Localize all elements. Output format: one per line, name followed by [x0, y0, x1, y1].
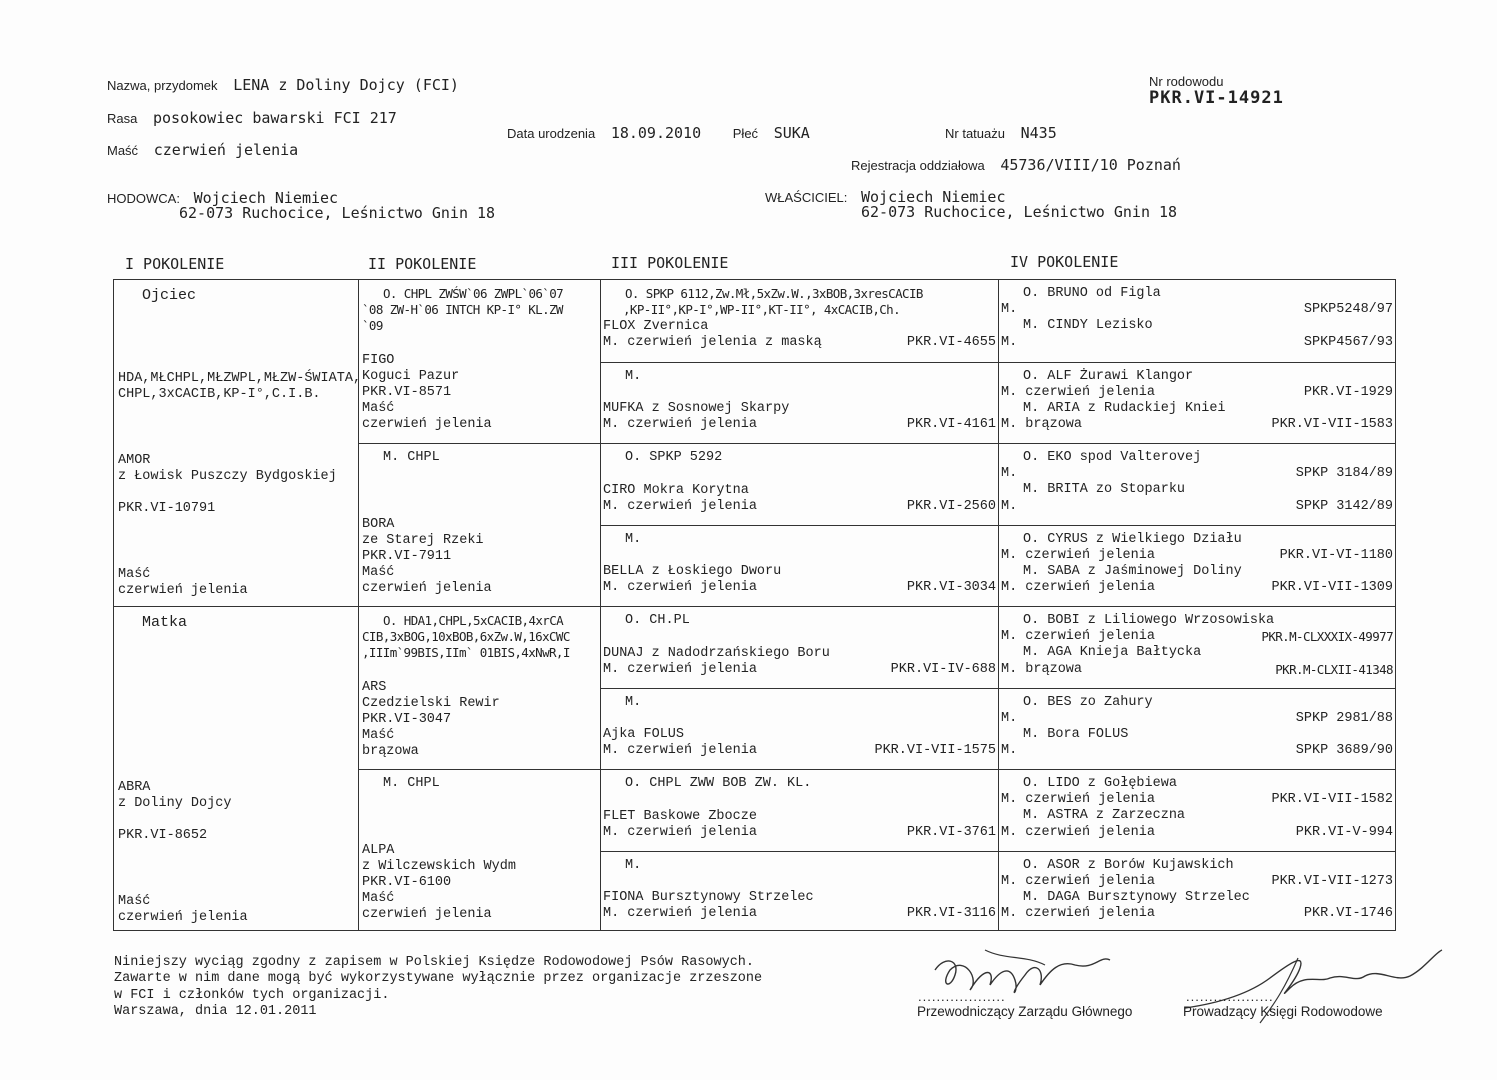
gen4-sire-registration: PKR.M-CLXXXIX-49977 [1261, 629, 1393, 644]
pedigree-table [113, 279, 1396, 931]
birth-label: Data urodzenia [507, 126, 596, 141]
gen3-titles-1: M. [625, 532, 642, 547]
gen3-registration: PKR.VI-3761 [906, 825, 996, 840]
generation-2-column [358, 280, 601, 930]
certification-line-1: Niniejszy wyciąg zgodny z zapisem w Polskiej Księdze Rodowodowej Psów Rasowych. [114, 955, 755, 970]
gen4-sire: O. EKO spod Valterovej [1023, 450, 1202, 465]
father-registration: PKR.VI-10791 [118, 501, 216, 516]
color-value: czerwień jelenia [153, 141, 299, 159]
registration-value: 45736/VIII/10 Poznań [1000, 156, 1181, 174]
generation-3-heading: III POKOLENIE [611, 254, 729, 272]
chairman-title: Przewodniczący Zarządu Głównego [917, 1004, 1133, 1019]
gen3-registration: PKR.VI-2560 [906, 499, 996, 514]
gen3-titles-1: O. CHPL ZWW BOB ZW. KL. [625, 776, 812, 791]
gen2-name: ARS [362, 680, 387, 695]
gen4-dam-registration: PKR.VI-V-994 [1295, 825, 1393, 840]
gen2-titles-1: M. CHPL [383, 776, 440, 791]
gen3-ancestor [601, 362, 999, 443]
gen4-sire: O. ASOR z Borów Kujawskich [1023, 858, 1234, 873]
gen4-sire-color: M. [1001, 711, 1018, 726]
gen3-ancestor [601, 769, 999, 851]
birth-row [507, 123, 810, 142]
gen3-registration: PKR.VI-4161 [906, 417, 996, 432]
issue-place-date: Warszawa, dnia 12.01.2011 [114, 1003, 317, 1019]
gen2-name: ALPA [362, 843, 395, 858]
gen3-color: M. czerwień jelenia [603, 499, 757, 514]
gen4-sire-color: M. czerwień jelenia [1001, 792, 1155, 807]
gen4-pair [999, 280, 1396, 362]
breed-value: posokowiec bawarski FCI 217 [153, 109, 397, 127]
gen4-sire-color: M. czerwień jelenia [1001, 874, 1155, 889]
generation-1-column [114, 280, 362, 930]
gen4-dam: M. CINDY Lezisko [1023, 318, 1153, 333]
tattoo-row [945, 123, 1057, 142]
gen2-titles-2: CIB,3xBOG,10xBOB,6xZw.W,16xCWC [362, 629, 570, 644]
tattoo-value: N435 [1020, 124, 1057, 142]
gen3-registration: PKR.VI-IV-688 [890, 662, 996, 677]
gen4-pair [999, 851, 1396, 932]
gen4-dam-color: M. brązowa [1001, 662, 1083, 677]
gen4-sire-registration: SPKP 2981/88 [1295, 711, 1393, 726]
name-row [107, 75, 459, 94]
gen2-color: czerwień jelenia [362, 907, 492, 922]
gen4-dam: M. ARIA z Rudackiej Kniei [1023, 401, 1226, 416]
mother-color-label: Maść [118, 894, 151, 909]
gen4-sire-color: M. [1001, 302, 1018, 317]
gen2-registration: PKR.VI-8571 [362, 385, 452, 400]
gen4-dam-color: M. czerwień jelenia [1001, 906, 1155, 921]
gen4-dam: M. ASTRA z Zarzeczna [1023, 808, 1186, 823]
breeder-name: Wojciech Niemiec [193, 189, 339, 207]
gen2-color-label: Maść [362, 728, 395, 743]
certification-line-3: w FCI i członków tych organizacji. [114, 987, 390, 1003]
father-titles-1: HDA,MŁCHPL,MŁZWPL,MŁZW-ŚWIATA, [118, 371, 362, 386]
generation-2-heading: II POKOLENIE [368, 255, 477, 273]
gen3-name: MUFKA z Sosnowej Skarpy [603, 401, 790, 416]
mother-kennel: z Doliny Dojcy [118, 796, 232, 811]
gen4-dam: M. AGA Knieja Bałtycka [1023, 645, 1202, 660]
father-name: AMOR [118, 453, 151, 468]
gen3-ancestor [601, 851, 999, 932]
gen3-color: M. czerwień jelenia z maską [603, 335, 822, 350]
generation-4-column [998, 280, 1396, 930]
gen4-pair [999, 362, 1396, 443]
pedigree-number-label: Nr rodowodu [1149, 74, 1224, 89]
gen2-name: FIGO [362, 353, 395, 368]
gen3-titles-1: O. SPKP 5292 [625, 450, 723, 465]
gen3-registration: PKR.VI-VII-1575 [874, 743, 996, 758]
gen4-sire: O. ALF Żurawi Klangor [1023, 369, 1194, 384]
father-cell [114, 280, 362, 606]
gen4-pair [999, 688, 1396, 769]
gen4-sire: O. LIDO z Gołębiewa [1023, 776, 1177, 791]
gen4-dam-registration: PKR.VI-VII-1583 [1271, 417, 1393, 432]
gen3-color: M. czerwień jelenia [603, 906, 757, 921]
gen4-sire-color: M. [1001, 466, 1018, 481]
gen4-sire: O. BRUNO od Figla [1023, 286, 1161, 301]
gen2-titles-2: `08 ZW-H`06 INTCH KP-I° KL.ZW [362, 302, 563, 317]
gen2-ancestor [359, 769, 601, 932]
generation-1-heading: I POKOLENIE [125, 255, 225, 273]
gen4-sire-registration: SPKP5248/97 [1303, 302, 1393, 317]
breeder-address: 62-073 Ruchocice, Leśnictwo Gnin 18 [179, 204, 496, 222]
gen3-titles-1: O. SPKP 6112,Zw.Mł,5xZw.W.,3xBOB,3xresCACIB [625, 286, 923, 301]
gen4-pair [999, 606, 1396, 688]
gen3-name: FLOX Zvernica [603, 319, 709, 334]
gen4-dam-registration: PKR.M-CLXII-41348 [1275, 662, 1393, 677]
gen4-dam-registration: SPKP 3689/90 [1295, 743, 1393, 758]
gen2-color-label: Maść [362, 401, 395, 416]
gen3-color: M. czerwień jelenia [603, 417, 757, 432]
breed-label: Rasa [107, 111, 138, 126]
owner-name: Wojciech Niemiec [861, 188, 1006, 206]
father-color-label: Maść [118, 567, 151, 582]
gen2-kennel: z Wilczewskich Wydm [362, 859, 516, 874]
father-kennel: z Łowisk Puszczy Bydgoskiej [118, 469, 337, 484]
father-label: Ojciec [142, 287, 197, 304]
owner-label: WŁAŚCICIEL: [765, 190, 848, 205]
gen4-sire: O. BES zo Zahury [1023, 695, 1153, 710]
color-label: Maść [107, 143, 139, 158]
certification-text [114, 955, 762, 1020]
gen4-dam: M. DAGA Bursztynowy Strzelec [1023, 890, 1250, 905]
gen2-color-label: Maść [362, 891, 395, 906]
gen3-color: M. czerwień jelenia [603, 825, 757, 840]
gen3-registration: PKR.VI-3116 [906, 906, 996, 921]
chairman-signature-dots: ................... [918, 989, 1006, 1004]
gen4-sire-color: M. czerwień jelenia [1001, 385, 1155, 400]
registrar-signature-dots: ................... [1186, 989, 1274, 1004]
gen4-dam-color: M. brązowa [1001, 417, 1083, 432]
registration-row [851, 155, 1181, 174]
color-row [107, 140, 298, 159]
father-color: czerwień jelenia [118, 583, 248, 598]
breeder-label: HODOWCA: [107, 191, 180, 206]
dog-name: LENA z Doliny Dojcy (FCI) [233, 76, 459, 94]
gen3-ancestor [601, 525, 999, 606]
gen3-titles-1: M. [625, 369, 642, 384]
gen3-name: FLET Baskowe Zbocze [603, 809, 757, 824]
gen2-titles-3: `09 [362, 318, 383, 333]
gen4-dam-color: M. [1001, 743, 1018, 758]
gen2-kennel: Koguci Pazur [362, 369, 460, 384]
sex-label: Płeć [732, 126, 759, 141]
mother-name: ABRA [118, 780, 151, 795]
gen3-name: Ajka FOLUS [603, 727, 685, 742]
gen2-titles-1: M. CHPL [383, 450, 440, 465]
gen2-kennel: ze Starej Rzeki [362, 533, 484, 548]
gen3-color: M. czerwień jelenia [603, 580, 757, 595]
gen4-dam-color: M. [1001, 335, 1018, 350]
gen3-color: M. czerwień jelenia [603, 743, 757, 758]
gen4-dam-color: M. czerwień jelenia [1001, 825, 1155, 840]
mother-cell [114, 606, 358, 932]
gen4-sire-registration: PKR.VI-VI-1180 [1279, 548, 1393, 563]
birth-value: 18.09.2010 [610, 124, 702, 142]
gen2-color: czerwień jelenia [362, 417, 492, 432]
gen4-pair [999, 525, 1396, 606]
gen4-sire: O. BOBI z Liliowego Wrzosowiska [1023, 613, 1275, 628]
gen4-sire-color: M. czerwień jelenia [1001, 629, 1155, 644]
gen2-registration: PKR.VI-6100 [362, 875, 452, 890]
generation-4-heading: IV POKOLENIE [1010, 253, 1119, 271]
gen4-dam-color: M. czerwień jelenia [1001, 580, 1155, 595]
gen4-sire-color: M. czerwień jelenia [1001, 548, 1155, 563]
gen2-titles-1: O. CHPL ZWŚW`06 ZWPL`06`07 [383, 286, 564, 301]
gen4-dam: M. Bora FOLUS [1023, 727, 1129, 742]
gen3-name: CIRO Mokra Korytna [603, 483, 749, 498]
mother-label: Matka [142, 614, 188, 631]
name-label: Nazwa, przydomek [107, 78, 218, 93]
mother-registration: PKR.VI-8652 [118, 828, 208, 843]
gen3-registration: PKR.VI-3034 [906, 580, 996, 595]
gen3-registration: PKR.VI-4655 [906, 335, 996, 350]
gen2-registration: PKR.VI-3047 [362, 712, 452, 727]
mother-color: czerwień jelenia [118, 910, 248, 925]
gen4-dam-registration: SPKP 3142/89 [1295, 499, 1393, 514]
gen4-sire-registration: PKR.VI-VII-1273 [1271, 874, 1393, 889]
gen4-sire-registration: PKR.VI-VII-1582 [1271, 792, 1393, 807]
gen3-titles-1: M. [625, 695, 642, 710]
gen2-titles-1: O. HDA1,CHPL,5xCACIB,4xrCA [383, 613, 564, 628]
gen3-titles-1: O. CH.PL [625, 613, 690, 628]
gen3-titles-1: M. [625, 858, 642, 873]
gen3-name: DUNAJ z Nadodrzańskiego Boru [603, 646, 830, 661]
registrar-title: Prowadzący Księgi Rodowodowe [1183, 1004, 1383, 1019]
gen4-dam-color: M. [1001, 499, 1018, 514]
registration-label: Rejestracja oddziałowa [851, 158, 985, 173]
gen4-dam-registration: PKR.VI-VII-1309 [1271, 580, 1393, 595]
gen3-color: M. czerwień jelenia [603, 662, 757, 677]
owner-address: 62-073 Ruchocice, Leśnictwo Gnin 18 [861, 203, 1178, 221]
certification-line-2: Zawarte w nim dane mogą być wykorzystywane wyłącznie przez organizacje zrzeszone [114, 971, 763, 987]
gen4-dam: M. BRITA zo Stoparku [1023, 482, 1186, 497]
gen2-kennel: Czedzielski Rewir [362, 696, 500, 711]
gen4-dam-registration: SPKP4567/93 [1303, 335, 1393, 350]
gen2-ancestor [359, 280, 601, 443]
tattoo-label: Nr tatuażu [945, 126, 1005, 141]
gen2-name: BORA [362, 517, 395, 532]
gen4-dam-registration: PKR.VI-1746 [1303, 906, 1393, 921]
pedigree-number: PKR.VI-14921 [1149, 88, 1284, 108]
gen2-color: czerwień jelenia [362, 581, 492, 596]
sex-value: SUKA [773, 124, 810, 142]
gen2-color: brązowa [362, 744, 419, 759]
gen2-ancestor [359, 606, 601, 769]
father-titles-2: CHPL,3xCACIB,KP-I°,C.I.B. [118, 387, 321, 402]
gen3-ancestor [601, 606, 999, 688]
gen2-color-label: Maść [362, 565, 395, 580]
gen4-sire-registration: SPKP 3184/89 [1295, 466, 1393, 481]
breed-row [107, 108, 397, 127]
gen2-registration: PKR.VI-7911 [362, 549, 452, 564]
gen3-name: BELLA z Łoskiego Dworu [603, 564, 782, 579]
gen3-ancestor [601, 280, 999, 362]
gen2-ancestor [359, 443, 601, 606]
gen3-ancestor [601, 443, 999, 525]
gen4-pair [999, 443, 1396, 525]
gen4-dam: M. SABA z Jaśminowej Doliny [1023, 564, 1242, 579]
gen4-sire: O. CYRUS z Wielkiego Działu [1023, 532, 1242, 547]
gen2-titles-3: ,IIIm`99BIS,IIm` 01BIS,4xNwR,I [362, 645, 570, 660]
gen3-titles-2: ,KP-II°,KP-I°,WP-II°,KT-II°, 4xCACIB,Ch. [623, 302, 901, 317]
gen3-ancestor [601, 688, 999, 769]
gen4-sire-registration: PKR.VI-1929 [1303, 385, 1393, 400]
generation-3-column [600, 280, 999, 930]
gen4-pair [999, 769, 1396, 851]
gen3-name: FIONA Bursztynowy Strzelec [603, 890, 814, 905]
